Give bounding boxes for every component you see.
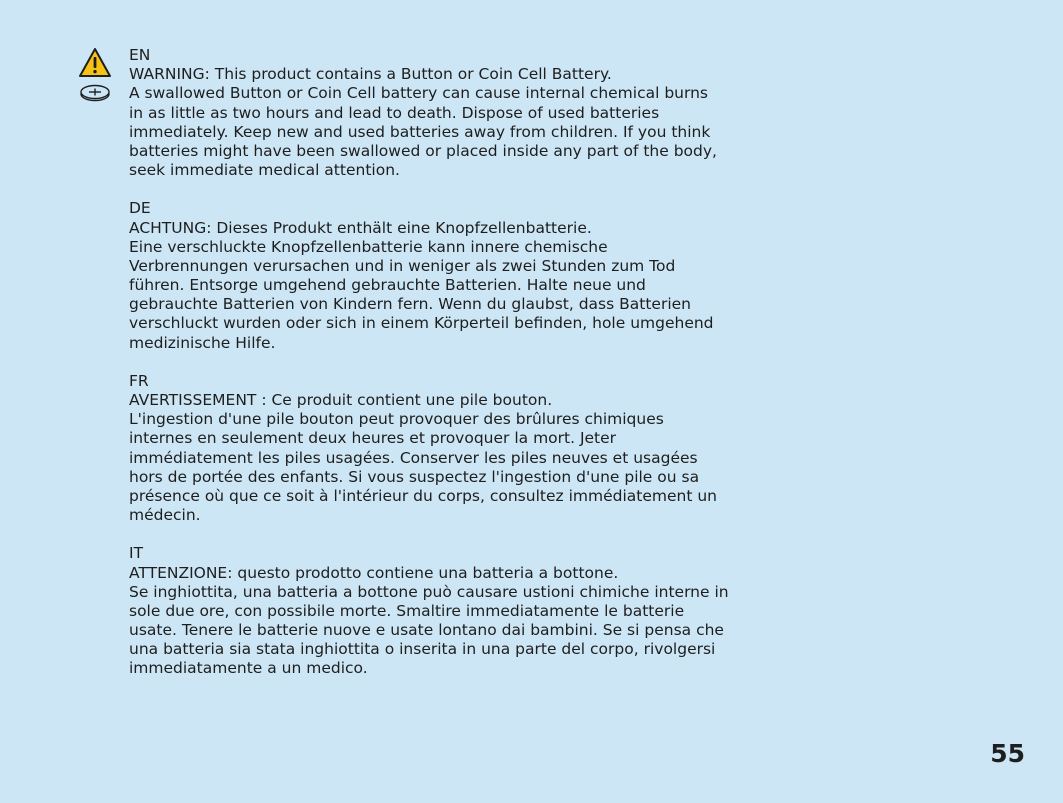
page-number: 55 bbox=[990, 739, 1025, 768]
language-code: EN bbox=[129, 46, 151, 64]
text-line: L'ingestion d'une pile bouton peut provoquer des brûlures chimiques bbox=[129, 410, 664, 429]
text-line: sole due ore, con possibile morte. Smaltire immediatamente le batterie bbox=[129, 601, 685, 620]
warning-heading: WARNING: This product contains a Button or Coin Cell Battery. bbox=[129, 65, 612, 84]
text-line: immediatamente a un medico. bbox=[129, 659, 368, 678]
language-code: FR bbox=[129, 371, 149, 390]
text-line: batteries might have been swallowed or placed inside any part of the body, bbox=[129, 141, 717, 160]
section-en bbox=[129, 46, 769, 180]
text-line: hors de portée des enfants. Si vous suspectez l'ingestion d'une pile ou sa bbox=[129, 467, 700, 486]
coin-cell-battery-icon bbox=[79, 84, 111, 102]
text-line: Eine verschluckte Knopfzellenbatterie kann innere chemische bbox=[129, 237, 608, 256]
section-it bbox=[129, 544, 769, 678]
warning-triangle-icon bbox=[78, 47, 112, 78]
text-line: immediately. Keep new and used batteries away from children. If you think bbox=[129, 122, 711, 141]
text-line: Se inghiottita, una batteria a bottone può causare ustioni chimiche interne in bbox=[129, 582, 729, 601]
text-line: présence où que ce soit à l'intérieur du corps, consultez immédiatement un bbox=[129, 486, 717, 505]
warning-icons bbox=[78, 47, 114, 102]
section-fr bbox=[129, 372, 769, 526]
text-line: A swallowed Button or Coin Cell battery can cause internal chemical burns bbox=[129, 84, 709, 103]
text-line: gebrauchte Batterien von Kindern fern. Wenn du glaubst, dass Batterien bbox=[129, 295, 691, 314]
text-line: internes en seulement deux heures et provoquer la mort. Jeter bbox=[129, 429, 617, 448]
warning-heading: ATTENZIONE: questo prodotto contiene una batteria a bottone. bbox=[129, 563, 619, 582]
language-code: DE bbox=[129, 199, 151, 218]
section-de bbox=[129, 199, 769, 353]
text-line: una batteria sia stata inghiottita o inserita in una parte del corpo, rivolgersi bbox=[129, 640, 716, 659]
text-line: verschluckt wurden oder sich in einem Körperteil befinden, hole umgehend bbox=[129, 314, 714, 333]
text-line: führen. Entsorge umgehend gebrauchte Batterien. Halte neue und bbox=[129, 276, 646, 295]
warning-heading: ACHTUNG: Dieses Produkt enthält eine Knopfzellenbatterie. bbox=[129, 218, 592, 237]
text-line: Verbrennungen verursachen und in weniger als zwei Stunden zum Tod bbox=[129, 256, 676, 275]
text-line: immédiatement les piles usagées. Conserver les piles neuves et usagées bbox=[129, 448, 698, 467]
text-line: usate. Tenere le batterie nuove e usate lontano dai bambini. Se si pensa che bbox=[129, 621, 724, 640]
text-line: medizinische Hilfe. bbox=[129, 333, 276, 352]
text-line: seek immediate medical attention. bbox=[129, 161, 400, 180]
text-line: médecin. bbox=[129, 506, 201, 525]
text-line: in as little as two hours and lead to death. Dispose of used batteries bbox=[129, 103, 660, 122]
language-code: IT bbox=[129, 544, 144, 563]
warning-heading: AVERTISSEMENT : Ce produit contient une pile bouton. bbox=[129, 391, 553, 409]
warning-text bbox=[129, 46, 769, 698]
